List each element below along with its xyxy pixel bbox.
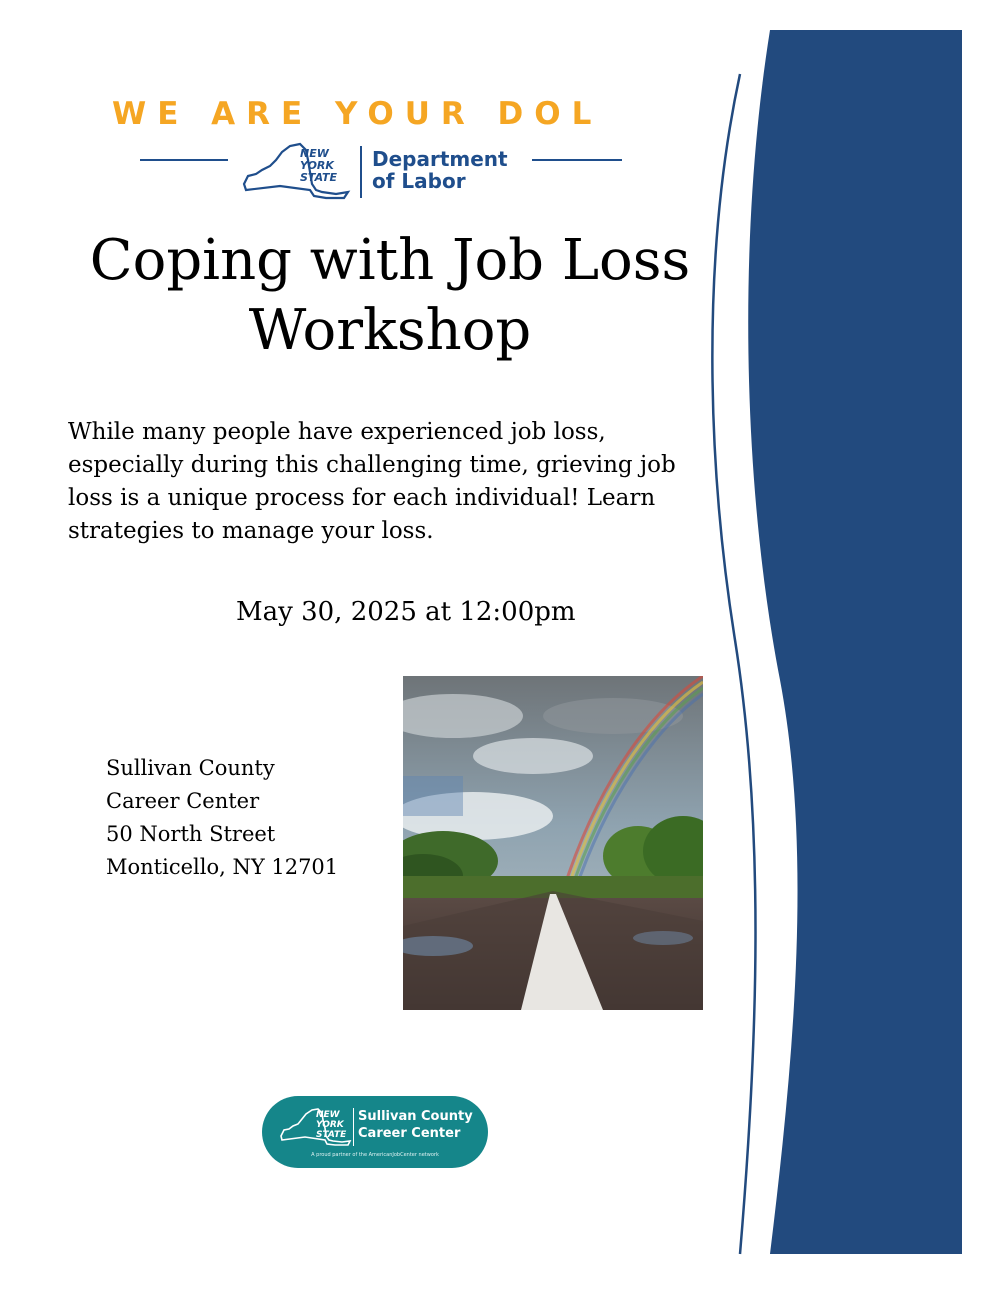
new-york-state-wordmark: NEW YORK STATE bbox=[316, 1110, 347, 1140]
event-date-time: May 30, 2025 at 12:00pm bbox=[236, 597, 576, 627]
address-line: Sullivan County bbox=[106, 756, 275, 780]
career-center-name: Sullivan County Career Center bbox=[358, 1109, 473, 1141]
new-york-state-wordmark: NEW YORK STATE bbox=[300, 147, 338, 184]
department-of-labor-name: Department of Labor bbox=[372, 147, 508, 193]
road-rainbow-photo bbox=[403, 676, 703, 1010]
tagline: WE ARE YOUR DOL bbox=[112, 96, 603, 132]
blue-wave-panel bbox=[748, 30, 962, 1254]
address-line: Career Center bbox=[106, 789, 260, 813]
header-rule-right bbox=[532, 159, 622, 161]
location-address bbox=[106, 752, 396, 884]
workshop-title: Coping with Job Loss Workshop bbox=[89, 228, 691, 363]
badge-tagline: A proud partner of the AmericanJobCenter network bbox=[311, 1152, 439, 1158]
workshop-description: While many people have experienced job loss, especially during this challenging time, grieving job loss is a unique process for each individual! Learn strategies to manage your loss. bbox=[68, 419, 676, 544]
address-line: 50 North Street bbox=[106, 822, 276, 846]
address-line: Monticello, NY 12701 bbox=[106, 855, 339, 879]
badge-divider bbox=[353, 1108, 354, 1146]
header-rule-left bbox=[140, 159, 228, 161]
logo-divider bbox=[360, 146, 362, 198]
